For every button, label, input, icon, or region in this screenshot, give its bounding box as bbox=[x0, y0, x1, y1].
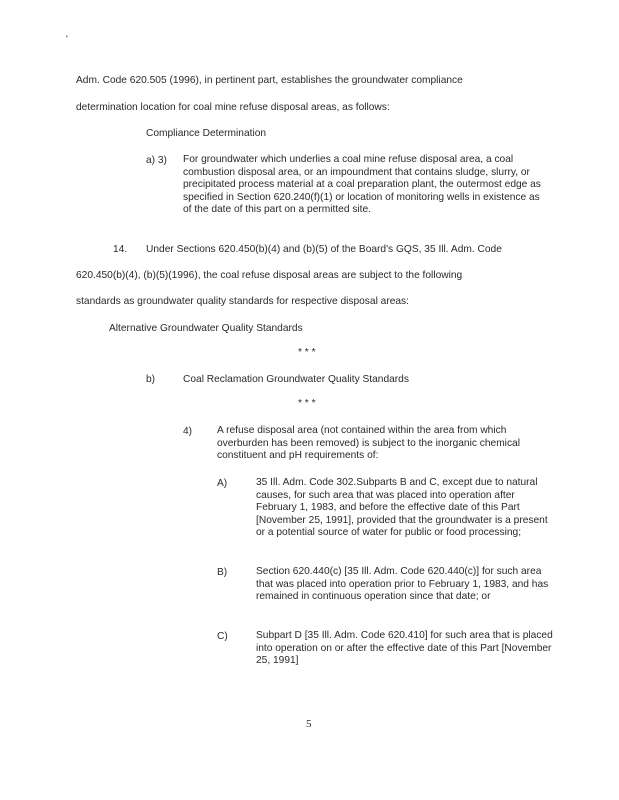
subitem-a-text: 35 Ill. Adm. Code 302.Subparts B and C, except due to natural causes, for such area that was placed into operation after February 1, 1983, and before the effective date of this Part [November 25, 1991], provided that the groundwater is a present or a potential source of water for public or food processing; bbox=[256, 477, 548, 539]
subitem-a-label: A) bbox=[217, 478, 228, 489]
quote-heading-compliance: Compliance Determination bbox=[146, 128, 267, 139]
item-4-label: 4) bbox=[183, 426, 193, 437]
paragraph-14-line-2: 620.450(b)(4), (b)(5)(1996), the coal refuse disposal areas are subject to the following bbox=[76, 270, 463, 281]
section-b-label: b) bbox=[146, 374, 156, 385]
quote-heading-alternative: Alternative Groundwater Quality Standards bbox=[109, 323, 303, 334]
paragraph-14-line-1: Under Sections 620.450(b)(4) and (b)(5) of the Board's GQS, 35 Ill. Adm. Code bbox=[146, 244, 502, 255]
quote-item-text: For groundwater which underlies a coal mine refuse disposal area, a coal combustion disposal area, or an impoundment that contains sludge, slurry, or precipitated process material at a coal preparation plant, the outermost edge as specified in Section 620.240(f)(1) or location of monitoring wells in existence as of the date of this part on a permitted site. bbox=[183, 154, 541, 216]
body-line-2: determination location for coal mine refuse disposal areas, as follows: bbox=[76, 102, 390, 113]
ellipsis-1: * * * bbox=[298, 347, 316, 358]
subitem-c-label: C) bbox=[217, 631, 228, 642]
item-4-text: A refuse disposal area (not contained within the area from which overburden has been removed) is subject to the inorganic chemical constituent and pH requirements of: bbox=[217, 425, 520, 462]
subitem-b-label: B) bbox=[217, 567, 228, 578]
quote-item-label: a) 3) bbox=[146, 155, 167, 166]
subitem-c-text: Subpart D [35 Ill. Adm. Code 620.410] for such area that is placed into operation on or after the effective date of this Part [November 25, 1991] bbox=[256, 630, 553, 667]
corner-mark: ' bbox=[66, 34, 68, 44]
section-b-title: Coal Reclamation Groundwater Quality Standards bbox=[183, 374, 409, 385]
subitem-b-text: Section 620.440(c) [35 Ill. Adm. Code 620.440(c)] for such area that was placed into operation prior to February 1, 1983, and has remained in continuous operation since that date; or bbox=[256, 566, 549, 603]
page-number: 5 bbox=[306, 718, 312, 730]
paragraph-14-line-3: standards as groundwater quality standards for respective disposal areas: bbox=[76, 296, 409, 307]
paragraph-number: 14. bbox=[113, 244, 128, 255]
ellipsis-2: * * * bbox=[298, 398, 316, 409]
body-line-1: Adm. Code 620.505 (1996), in pertinent part, establishes the groundwater compliance bbox=[76, 75, 463, 86]
